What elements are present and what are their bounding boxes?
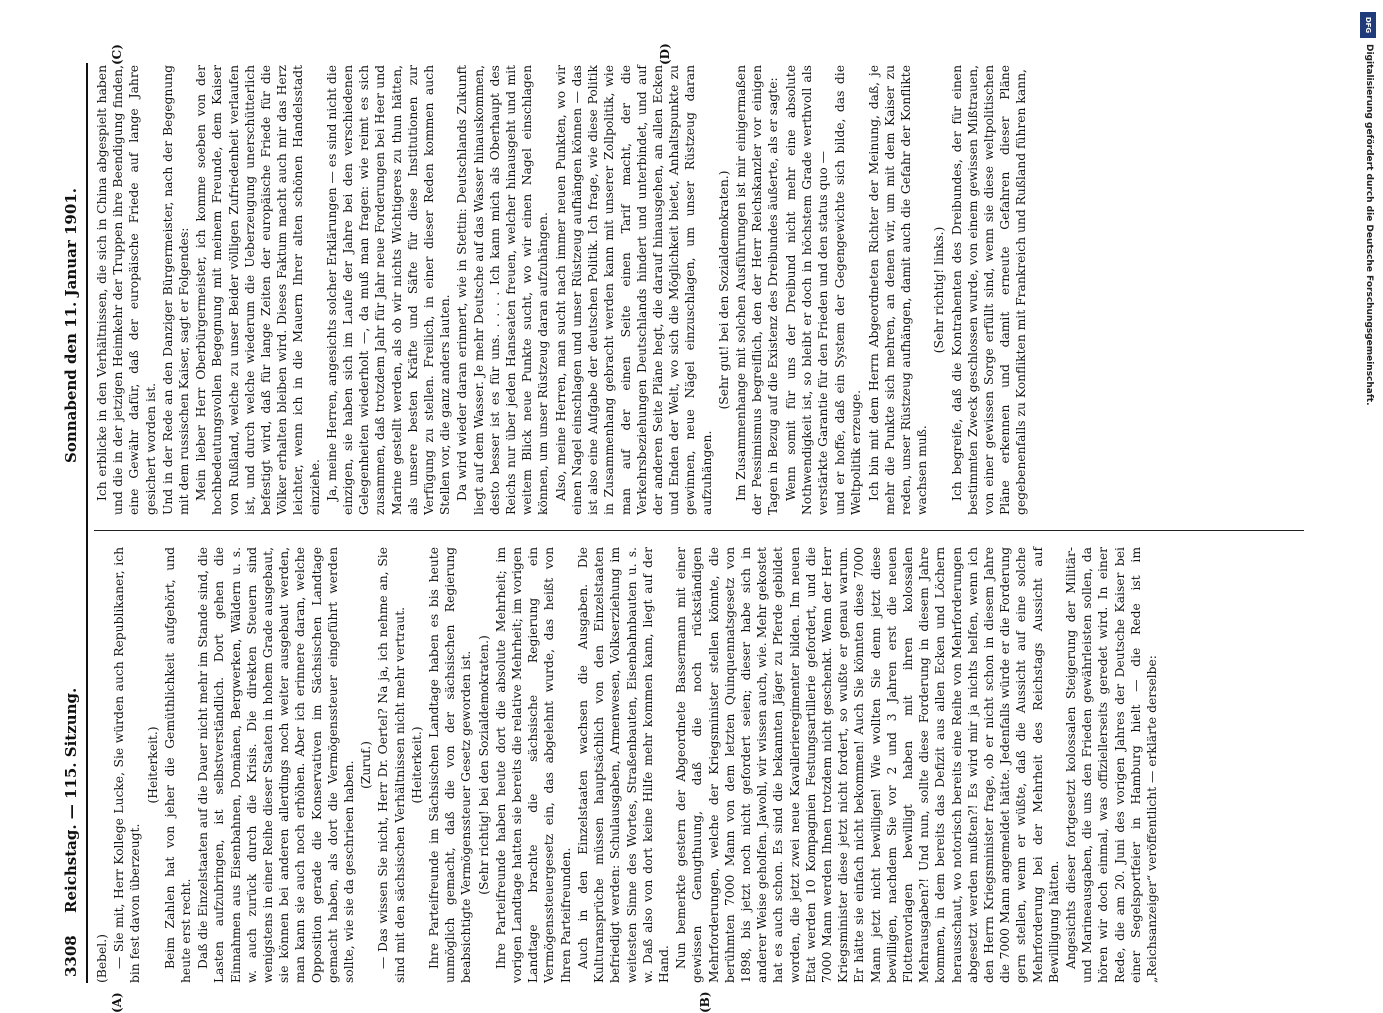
right-column (94, 65, 1304, 515)
quotation: Mein lieber Herr Oberbürgermeister, ich komme soeben von der hochbedeutungsvollen Begegnung mit meinem Freunde, dem Kaiser von Rußland, welche zu unser Beider völligen Zufriedenheit verlaufen ist, und durch welche wiederum die Ueberzeugung unerschütterlich befestigt wird, daß für lange Zeiten der europäische Friede für die Völker erhalten bleiben wird. Dieses Faktum macht auch mir das Herz leichter, wenn ich in die Mauern Ihrer alten schönen Handelsstadt einziehe. (193, 65, 323, 515)
column-divider (94, 530, 1304, 531)
paragraph: Ihre Parteifreunde im Sächsischen Landtage haben es bis heute unmöglich gemacht, daß die von der sächsischen Regierung beabsichtigte Vermögenssteuer Gesetz geworden ist. (426, 547, 475, 983)
paragraph: Ja, meine Herren, angesichts solcher Erklärungen — es sind nicht die einzigen, sie haben sich im Laufe der Jahre bei den verschiedenen Gelegenheiten wiederholt —, da muß man fragen: wie reimt es sich zusammen, daß trotzdem Jahr für Jahr neue Forderungen bei Heer und Marine gestellt werden, als ob wir nichts Wichtigeres zu thun hätten, als unsere besten Kräfte und Säfte für diese Institutionen zur Verfügung zu stellen. Freilich, in einer dieser Reden kommen auch Stellen vor, die ganz anders lauten. (324, 65, 454, 515)
header-rule (86, 63, 88, 983)
paragraph: Auch in den Einzelstaaten wachsen die Ausgaben. Die Kulturansprüche müssen hauptsächlich von den Einzelstaaten befriedigt werden: Schulausgaben, Armenwesen, Volkserziehung im weitesten Sinne des Wortes, Straßenbauten, Eisenbahnbauten u. s. w. Daß also von dort keine Hilfe mehr kommen kann, liegt auf der Hand. (575, 547, 672, 983)
paragraph: Ich begreife, daß die Kontrahenten des Dreibundes, der für einen bestimmten Zweck geschlossen wurde, von einem gewissen Mißtrauen, von einer gewissen Sorge erfüllt sind, wenn sie diese weltpolitischen Pläne erkennen und damit erneute Gefahren dieser Pläne gegebenenfalls zu Konflikten mit Frankreich und Rußland führen kann, (949, 65, 1030, 515)
quotation: Ich erblicke in den Verhältnissen, die sich in China abgespielt haben und die in der jetzigen Heimkehr der Truppen ihre Beendigung finden, eine Gewähr dafür, daß der europäische Friede auf lange Jahre gesichert worden ist. (94, 65, 159, 515)
interjection: (Sehr richtig! links.) (931, 65, 947, 515)
margin-marker-c: (C) (110, 44, 124, 65)
funding-note: Digitalisierung gefördert durch die Deutsche Forschungsgemeinschaft. (1360, 44, 1376, 744)
paragraph: Also, meine Herren, man sucht nach immer neuen Punkten, wo wir einen Nagel einschlagen und unser Rüstzeug aufhängen können — das ist also eine Aufgabe der deutschen Politik. Ich frage, wie diese Politik in Zusammenhang gebracht werden kann mit unserer Zollpolitik, wie man auf der einen Seite einen Tarif macht, der die Verkehrsbeziehungen Deutschlands hindert und unterbindet, und auf der anderen Seite Pläne hegt, die darauf hinausgehen, an allen Ecken und Enden der Welt, wo sich die Möglichkeit bietet, Anhaltspunkte zu gewinnen, neue Nägel einzuschlagen, um unser Rüstzeug daran aufzuhängen. (553, 65, 715, 515)
paragraph: — Das wissen Sie nicht, Herr Dr. Oertel? Na ja, ich nehme an, Sie sind mit den sächsischen Verhältnissen nicht mehr vertraut. (375, 547, 407, 983)
quotation: Wenn somit für uns der Dreibund nicht mehr eine absolute Nothwendigkeit ist, so bleibt er doch in höchstem Grade werthvoll als verstärkte Garantie für den Frieden und den status quo — (783, 65, 832, 515)
paragraph: Und in der Rede an den Danziger Bürgermeister, nach der Begegnung mit dem russischen Kaiser, sagt er Folgendes: (160, 65, 192, 515)
paragraph: und er hoffe, daß ein System der Gegengewichte sich bilde, das die Weltpolitik erzeuge. (832, 65, 864, 515)
interjection: (Heiterkeit.) (409, 547, 425, 983)
paragraph: Nun bemerkte gestern der Abgeordnete Bassermann mit einer gewissen Genugthuung, daß die noch rückständigen Mehrforderungen, welche der Kriegsminister stellen könnte, die berühmten 7000 Mann von dem letzten Quinquennatsgesetz von 1898, bis jetzt noch nicht gefordert seien; dieser habe sich in anderer Weise geholfen. Jawohl, wir wissen auch, wie. Mehr gekostet hat es auch schon. Es sind die bekannten Jäger zu Pferde gebildet worden, die jetzt zwei neue Kavallerieregimenter bilden. Im neuen Etat werden 10 Kompagnien Festungsartillerie gefordert, und die 7000 Mann werden Ihnen trotzdem nicht geschenkt. Wenn der Herr Kriegsminister diese jetzt nicht fordert, so wußte er genau warum. Er hätte sie einfach nicht bekommen! Auch Sie könnten diese 7000 Mann jetzt nicht bewilligen! Wie wollten Sie denn jetzt diese bewilligen, nachdem Sie vor 2 und 3 Jahren erst die neuen Flottenvorlagen bewilligt haben mit ihren kolossalen Mehrausgaben?! Und nun, sollte diese Forderung in diesem Jahre kommen, in dem bereits das Defizit aus allen Ecken und Löchern herausschaut, wo notorisch bereits eine Reihe von Mehrforderungen abgesetzt werden mußten?! Es wird mir ja nichts helfen, wenn ich den Herrn Kriegsminister frage, ob er nicht schon in diesem Jahre die 7000 Mann angemeldet hätte. Jedenfalls würde er die Forderung gern stellen, wenn er wüßte, daß die Aussicht auf eine solche Mehrforderung bei der Mehrheit des Reichstags Aussicht auf Bewilligung hätten. (673, 547, 1062, 983)
interjection: (Heiterkeit.) (145, 547, 161, 983)
paragraph: Ich bin mit dem Herrn Abgeordneten Richter der Meinung, daß, je mehr die Punkte sich mehren, an denen wir, um mit dem Kaiser zu reden, unser Rüstzeug aufhängen, damit auch die Gefahr der Konflikte wachsen muß. (866, 65, 931, 515)
paragraph: Ihre Parteifreunde haben heute dort die absolute Mehrheit; im vorigen Landtage hatten sie bereits die relative Mehrheit; im vorigen Landtage brachte die sächsische Regierung ein Vermögenssteuergesetz ein, das abgelehnt wurde, das heißt von Ihren Parteifreunden. (493, 547, 574, 983)
quotation: Da wird wieder daran erinnert, wie in Stettin: Deutschlands Zukunft liegt auf dem Wasser. Je mehr Deutsche auf das Wasser hinauskommen, desto besser ist es für uns. . . . . Ich kann mich als Oberhaupt des Reichs nur über jeden Hanseaten freuen, welcher hinausgeht und mit weitem Blick neue Punkte sucht, wo wir einen Nagel einschlagen können, um unser Rüstzeug daran aufzuhängen. (454, 65, 551, 515)
margin-marker-b: (B) (698, 992, 712, 1013)
dfg-logo: DFG (1360, 12, 1376, 38)
speaker-label: (Bebel.) (94, 547, 110, 983)
paragraph: Angesichts dieser fortgesetzt kolossalen Steigerung der Militär- und Marineausgaben, die uns den Frieden gewährleisten sollen, da hören wir doch einmal, was offiziellerseits geredet wird. In einer Rede, die am 20. Juni des vorigen Jahres der Deutsche Kaiser bei einer Segelsportfeier in Hamburg hielt — die Rede ist im „Reichsanzeiger“ veröffentlicht — erklärte derselbe: (1063, 547, 1160, 983)
margin-marker-a: (A) (110, 992, 124, 1013)
page-header (58, 63, 88, 983)
interjection: (Sehr gut! bei den Sozialdemokraten.) (716, 65, 732, 515)
interjection: (Zuruf.) (358, 547, 374, 983)
digitization-sidebar (1357, 8, 1379, 998)
header-date: Sonnabend den 11. Januar 1901. (62, 188, 80, 463)
interjection: (Sehr richtig! bei den Sozialdemokraten.) (476, 547, 492, 983)
paragraph: Daß die Einzelstaaten auf die Dauer nicht mehr im Stande sind, die Lasten aufzubringen, ist selbstverständlich. Dort gehen die Einnahmen aus Eisenbahnen, Domänen, Bergwerken, Wäldern u. s. w. auch zurück durch die Krisis. Die direkten Steuern sind wenigstens in einer Reihe dieser Staaten in hohem Grade ausgebaut, sie können bei anderen allerdings noch weiter ausgebaut werden, man kann sie auch noch erhöhen. Aber ich erinnere daran, welche Opposition gerade die Konservativen im Sächsischen Landtage gemacht haben, als dort die Vermögenssteuer eingeführt werden sollte, wie sie da geschrieen haben. (195, 547, 357, 983)
page-number: 3308 (62, 935, 80, 977)
left-column (94, 547, 1304, 983)
margin-marker-d: (D) (658, 43, 672, 65)
header-session: Reichstag. — 115. Sitzung. (62, 688, 80, 913)
rotated-page (58, 63, 1306, 983)
paragraph: Im Zusammenhange mit solchen Ausführungen ist mir einigermaßen der Pessimismus begreiflich, den der Herr Reichskanzler vor einigen Tagen in Bezug auf die Existenz des Dreibundes äußerte, als er sagte: (733, 65, 782, 515)
paragraph: Beim Zahlen hat von jeher die Gemüthlichkeit aufgehört, und heute erst recht. (162, 547, 194, 983)
paragraph: — Sie mit, Herr Kollege Lucke, Sie würden auch Republikaner, ich bin fest davon überzeugt. (111, 547, 143, 983)
